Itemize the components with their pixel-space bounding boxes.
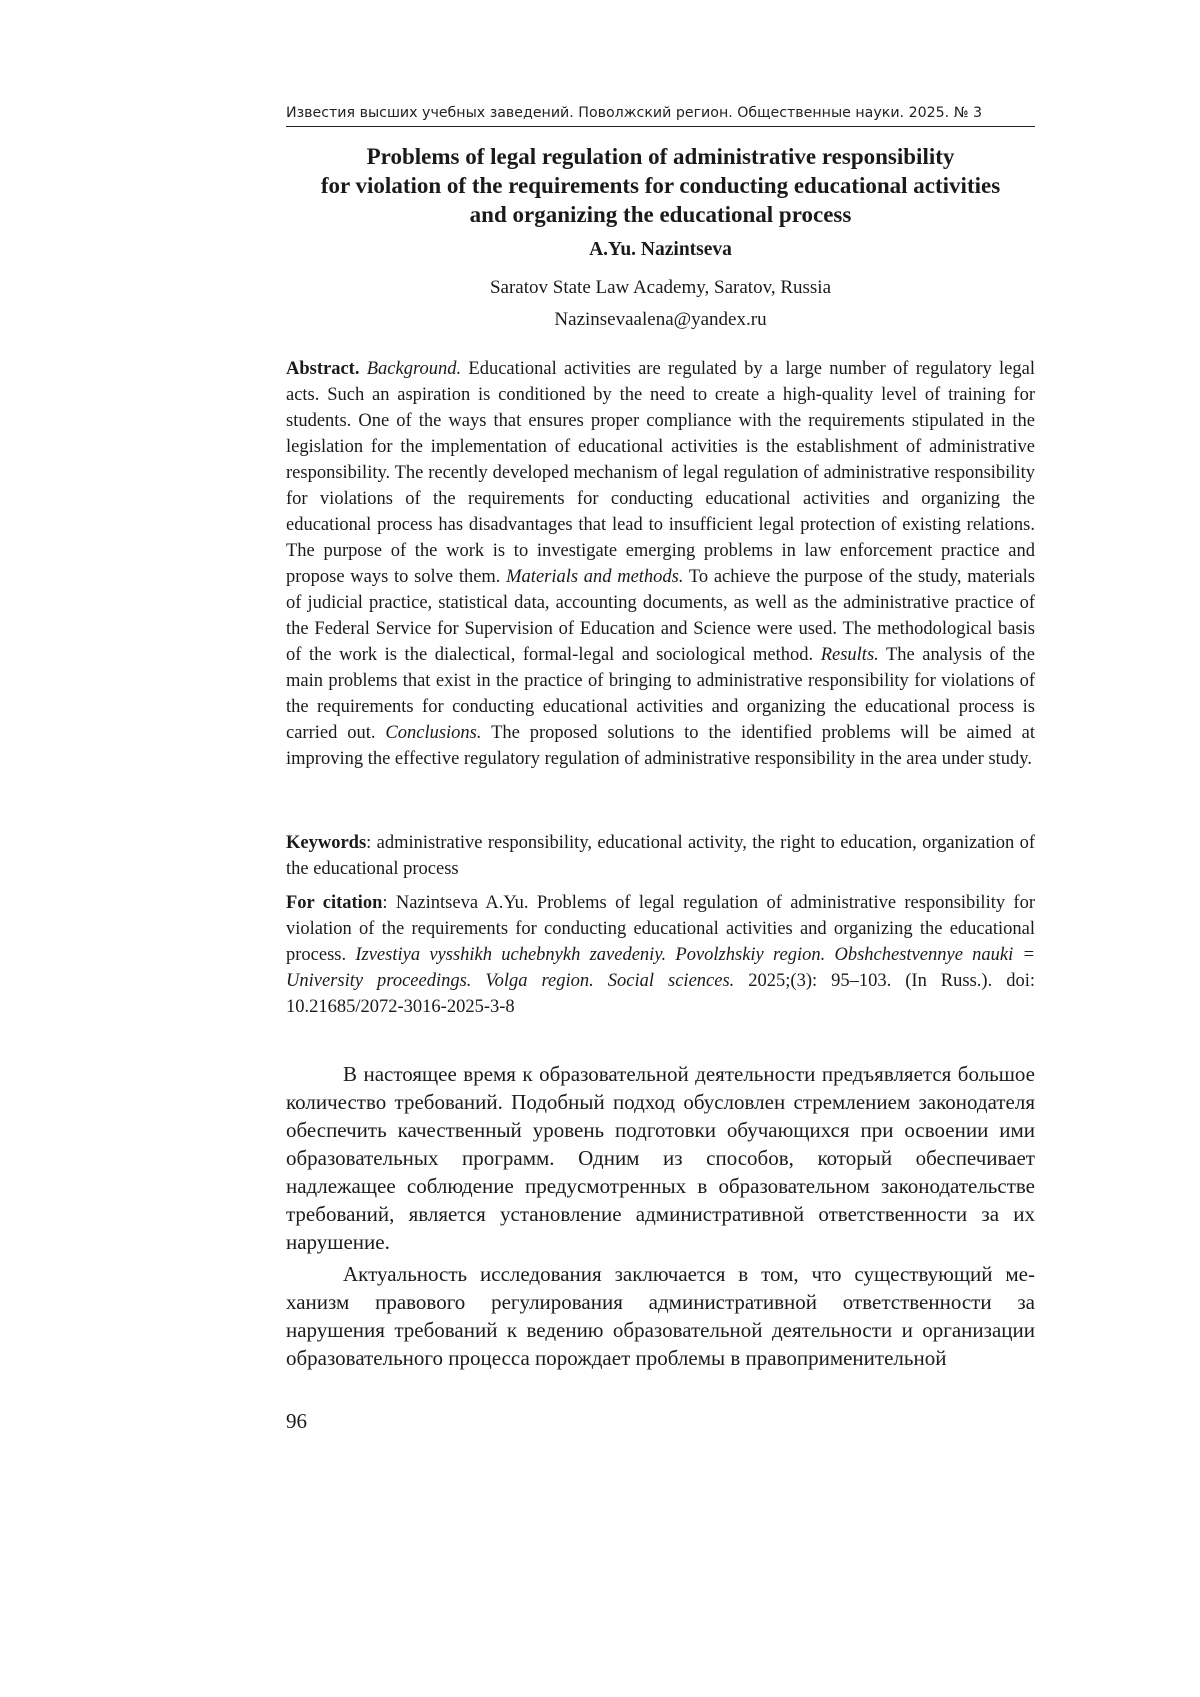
abstract-conclusions-label: Conclusions. bbox=[385, 723, 482, 743]
body-paragraph-1: В настоящее время к образовательной деятельности предъявляется большое количество требований. Подобный подход обусловлен стремлением законодателя обеспечить качественный уровень подготовки обучающихся при освоении ими образовательных программ. Одним из способов, который обеспечивает надлежащее соблюдение предусмотренных в образовательном законодательстве требований, является установление административной ответственности за их нарушение. bbox=[286, 1062, 1035, 1254]
author-email: Nazinsevaalena@yandex.ru bbox=[554, 309, 767, 330]
keywords bbox=[286, 830, 1035, 882]
abstract-background-text: Educational activities are regulated by a large number of regulatory legal acts. Such an aspiration is conditioned by the need to create a high-quality level of training for students. One of the ways that ensures proper compliance with the requirements stipulated in the legislation for the implementation of educational activities is the establishment of administrative responsibility. The recently developed mechanism of legal regulation of administrative responsibility for violations of the requirements for conducting educational activities and organizing the educational process has disadvantages that lead to insufficient legal protection of existing relations. The purpose of the work is to investigate emerging problems in law enforcement practice and propose ways to solve them. bbox=[286, 359, 1035, 587]
abstract-background-label: Background. bbox=[366, 359, 462, 379]
abstract-methods-text: To achieve the purpose of the study, materials of judicial practice, statistical data, accounting documents, as well as the administrative practice of the Federal Service for Supervision of Education and Science were used. The methodological basis of the work is the dialectical, formal-legal and sociological method. bbox=[286, 567, 1035, 665]
author-name: A.Yu. Nazintseva bbox=[589, 239, 732, 260]
citation-text-b: 2025;(3): 95–103. (In Russ.). doi: 10.21685/2072-3016-2025-3-8 bbox=[286, 971, 1035, 1017]
citation-journal: Izvestiya vysshikh uchebnykh zavedeniy. Povolzhskiy region. Obshchestvennye nauki = University proceedings. Volga region. Social sciences. bbox=[286, 945, 1035, 991]
abstract bbox=[286, 356, 1035, 772]
page-number: 96 bbox=[286, 1409, 307, 1433]
header-rule bbox=[286, 126, 1035, 127]
abstract-conclusions-text: The proposed solutions to the identified problems will be aimed at improving the effective regulatory regulation of administrative responsibility in the area under study. bbox=[286, 723, 1035, 769]
keywords-label: Keywords bbox=[286, 833, 367, 853]
abstract-results-label: Results. bbox=[820, 645, 879, 665]
body-paragraph-2: Актуальность исследования заключается в том, что существующий механизм правового регулирования административной ответственности за нарушения требований к ведению образовательной деятельности и организации образовательного процесса порождает проблемы в правоприменительной bbox=[286, 1262, 1035, 1370]
title-line-2: for violation of the requirements for conducting educational activities bbox=[320, 173, 1001, 198]
citation bbox=[286, 890, 1035, 1020]
abstract-methods-label: Materials and methods. bbox=[506, 567, 684, 587]
article-title bbox=[286, 142, 1035, 229]
author-affiliation: Saratov State Law Academy, Saratov, Russia bbox=[489, 277, 832, 298]
keywords-text: : administrative responsibility, educational activity, the right to education, organization of the educational process bbox=[286, 833, 1035, 879]
title-line-1: Problems of legal regulation of administrative responsibility bbox=[366, 144, 955, 169]
abstract-results-text: The analysis of the main problems that exist in the practice of bringing to administrative responsibility for violations of the requirements for conducting educational activities and organizing the educational process is carried out. bbox=[286, 645, 1036, 743]
running-header: Известия высших учебных заведений. Поволжский регион. Общественные науки. 2025. № 3 bbox=[286, 105, 982, 121]
title-line-3: and organizing the educational process bbox=[469, 202, 852, 227]
citation-text-a: : Nazintseva A.Yu. Problems of legal regulation of administrative responsibility for violation of the requirements for conducting educational activities and organizing the educational process. bbox=[286, 893, 1036, 965]
citation-label: For citation bbox=[286, 893, 383, 913]
abstract-label: Abstract. bbox=[286, 359, 360, 379]
